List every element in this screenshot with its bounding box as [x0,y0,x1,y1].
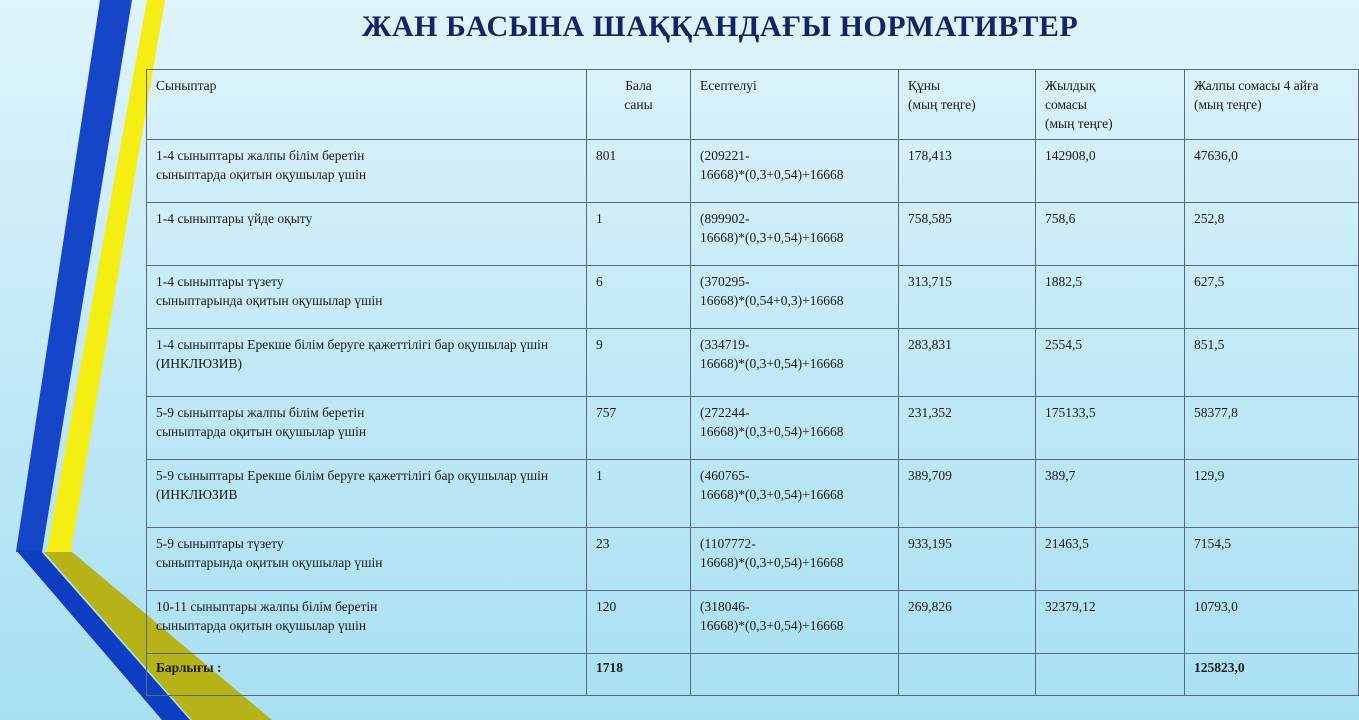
total-cost-empty [899,654,1036,696]
row-yearly-sum: 142908,0 [1036,140,1185,203]
row-yearly-sum: 389,7 [1036,460,1185,528]
table-row [147,460,1359,528]
total-yearly-empty [1036,654,1185,696]
row-class-name: 5-9 сыныптары түзету сыныптарында оқитын оқушылар үшін [147,528,587,591]
row-class-name: 1-4 сыныптары жалпы білім беретін сыныптарда оқитын оқушылар үшін [147,140,587,203]
row-count: 757 [587,397,691,460]
row-class-name: 10-11 сыныптары жалпы білім беретін сыныптарда оқитын оқушылар үшін [147,591,587,654]
row-cost: 313,715 [899,266,1036,329]
header-classes: Сыныптар [147,70,587,140]
row-yearly-sum: 2554,5 [1036,329,1185,397]
table-row [147,266,1359,329]
table-row [147,528,1359,591]
row-calculation: (1107772- 16668)*(0,3+0,54)+16668 [691,528,899,591]
row-cost: 283,831 [899,329,1036,397]
table-row [147,397,1359,460]
row-cost: 231,352 [899,397,1036,460]
total-4-months: 125823,0 [1185,654,1359,696]
row-calculation: (209221- 16668)*(0,3+0,54)+16668 [691,140,899,203]
row-count: 1 [587,460,691,528]
row-calculation: (899902- 16668)*(0,3+0,54)+16668 [691,203,899,266]
row-total-4-months: 47636,0 [1185,140,1359,203]
row-cost: 269,826 [899,591,1036,654]
row-cost: 178,413 [899,140,1036,203]
row-class-name: 1-4 сыныптары Ерекше білім беруге қажеттілігі бар оқушылар үшін (ИНКЛЮЗИВ) [147,329,587,397]
row-yearly-sum: 1882,5 [1036,266,1185,329]
row-cost: 389,709 [899,460,1036,528]
row-yearly-sum: 175133,5 [1036,397,1185,460]
header-cost: Құны (мың теңге) [899,70,1036,140]
normatives-table [146,69,1359,696]
row-count: 9 [587,329,691,397]
row-class-name: 1-4 сыныптары үйде оқыту [147,203,587,266]
header-calculation: Есептелуі [691,70,899,140]
header-count: Бала саны [587,70,691,140]
header-total-4-months: Жалпы сомасы 4 айға (мың теңге) [1185,70,1359,140]
row-calculation: (370295- 16668)*(0,54+0,3)+16668 [691,266,899,329]
row-class-name: 1-4 сыныптары түзету сыныптарында оқитын оқушылар үшін [147,266,587,329]
row-yearly-sum: 21463,5 [1036,528,1185,591]
total-count: 1718 [587,654,691,696]
table-row [147,329,1359,397]
total-calculation-empty [691,654,899,696]
row-yearly-sum: 32379,12 [1036,591,1185,654]
row-count: 1 [587,203,691,266]
table-total-row [147,654,1359,696]
table-row [147,591,1359,654]
row-count: 23 [587,528,691,591]
row-cost: 933,195 [899,528,1036,591]
table-row [147,140,1359,203]
table-row [147,203,1359,266]
row-total-4-months: 10793,0 [1185,591,1359,654]
row-total-4-months: 627,5 [1185,266,1359,329]
row-yearly-sum: 758,6 [1036,203,1185,266]
row-total-4-months: 851,5 [1185,329,1359,397]
row-count: 6 [587,266,691,329]
row-calculation: (460765- 16668)*(0,3+0,54)+16668 [691,460,899,528]
row-total-4-months: 58377,8 [1185,397,1359,460]
row-class-name: 5-9 сыныптары Ерекше білім беруге қажеттілігі бар оқушылар үшін (ИНКЛЮЗИВ [147,460,587,528]
row-calculation: (318046- 16668)*(0,3+0,54)+16668 [691,591,899,654]
row-total-4-months: 129,9 [1185,460,1359,528]
row-count: 801 [587,140,691,203]
table-header-row [147,70,1359,140]
page-title: ЖАН БАСЫНА ШАҚҚАНДАҒЫ НОРМАТИВТЕР [361,10,1079,43]
total-label: Барлығы : [147,654,587,696]
row-total-4-months: 7154,5 [1185,528,1359,591]
row-cost: 758,585 [899,203,1036,266]
row-calculation: (334719- 16668)*(0,3+0,54)+16668 [691,329,899,397]
header-yearly-sum: Жылдық сомасы (мың теңге) [1036,70,1185,140]
row-total-4-months: 252,8 [1185,203,1359,266]
row-count: 120 [587,591,691,654]
row-calculation: (272244- 16668)*(0,3+0,54)+16668 [691,397,899,460]
row-class-name: 5-9 сыныптары жалпы білім беретін сыныптарда оқитын оқушылар үшін [147,397,587,460]
